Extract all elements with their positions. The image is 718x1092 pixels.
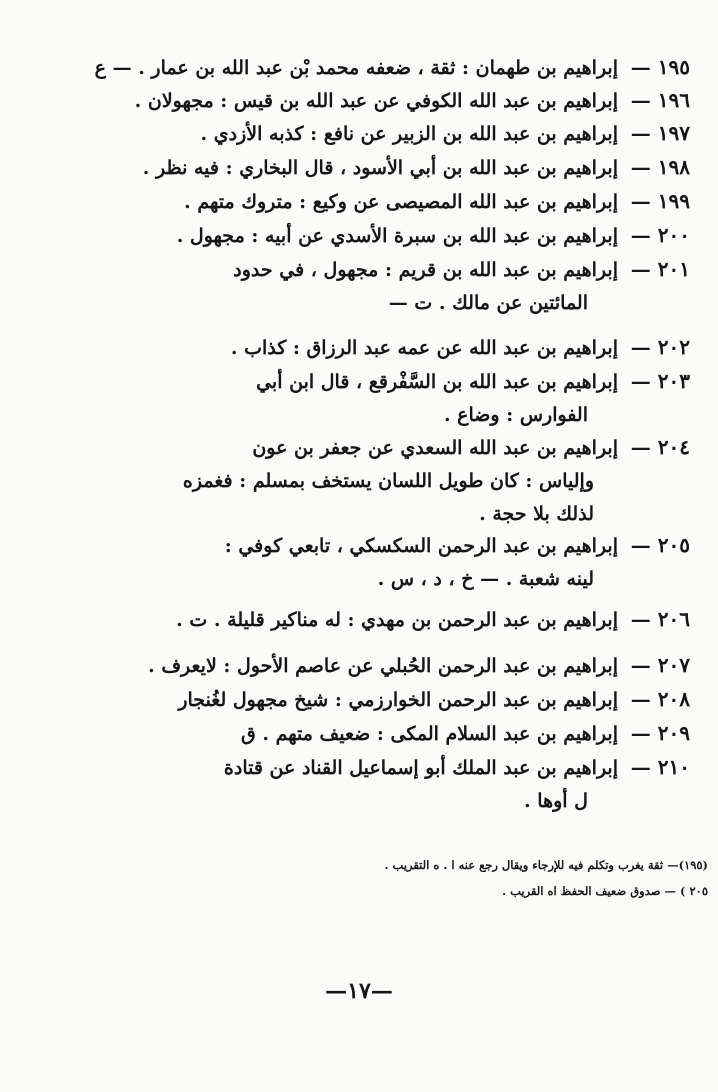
entry-line: إبراهيم بن عبد السلام المكى : ضعيف متهم . ق bbox=[241, 723, 618, 745]
entry bbox=[14, 254, 690, 320]
entry bbox=[14, 604, 690, 637]
entry-text bbox=[14, 220, 690, 253]
entry-number: ٢٠٤ — bbox=[630, 435, 690, 459]
entry-line: الفوارس : وضاع . bbox=[443, 404, 588, 426]
entry-text bbox=[14, 186, 690, 219]
entry bbox=[14, 752, 690, 818]
entry bbox=[14, 152, 690, 185]
entry-line: إبراهيم بن عبد الرحمن بن مهدي : له مناكير قليلة . ت . bbox=[176, 609, 618, 631]
entry-line: إبراهيم بن طهمان : ثقة ، ضعفه محمد بْن عبد الله بن عمار . — ع bbox=[94, 57, 618, 79]
entry-line: لينه شعبة . — خ ، د ، س . bbox=[377, 568, 594, 590]
entry-line: إبراهيم بن عبد الله بن الزبير عن نافع : كذبه الأزدي . bbox=[200, 123, 618, 145]
entry-text bbox=[14, 604, 690, 637]
entry-line: إبراهيم بن عبد الرحمن الحُبلي عن عاصم الأحول : لايعرف . bbox=[148, 655, 618, 677]
entry-text bbox=[14, 530, 690, 596]
entry-text bbox=[14, 684, 690, 717]
entry-line: ل أوها . bbox=[524, 790, 588, 812]
footnotes bbox=[8, 852, 708, 904]
entry-text bbox=[14, 152, 690, 185]
entry bbox=[14, 186, 690, 219]
entry-number: ٢٠٨ — bbox=[630, 687, 690, 711]
entry bbox=[14, 52, 690, 85]
entry bbox=[14, 650, 690, 683]
footnote-195: (١٩٥)— ثقة يغرب وتكلم فيه للإرجاء ويقال رجع عنه ا . ه التقريب . bbox=[384, 858, 708, 872]
entry-number: ٢٠٦ — bbox=[630, 607, 690, 631]
page-number: —١٧— bbox=[325, 978, 393, 1004]
entry-text bbox=[14, 332, 690, 365]
entry-number: ٢٠٣ — bbox=[630, 369, 690, 393]
entry-number: ٢٠٧ — bbox=[630, 653, 690, 677]
entry-text bbox=[14, 650, 690, 683]
entry-text bbox=[14, 85, 690, 118]
entry bbox=[14, 366, 690, 432]
entry-number: ٢٠٩ — bbox=[630, 721, 690, 745]
entry bbox=[14, 432, 690, 531]
entry-number: ١٩٦ — bbox=[630, 88, 690, 112]
entry-number: ٢٠٠ — bbox=[630, 223, 690, 247]
entry bbox=[14, 118, 690, 151]
entry-number: ١٩٧ — bbox=[630, 121, 690, 145]
entry bbox=[14, 684, 690, 717]
entry-line: إبراهيم بن عبد الله المصيصى عن وكيع : متروك متهم . bbox=[184, 191, 618, 213]
entry-line: إبراهيم بن عبد الله بن قريم : مجهول ، في حدود bbox=[233, 259, 618, 281]
entry-text bbox=[14, 366, 690, 432]
entry-line: إبراهيم بن عبد الله الكوفي عن عبد الله بن قيس : مجهولان . bbox=[134, 90, 618, 112]
entry bbox=[14, 85, 690, 118]
entry bbox=[14, 332, 690, 365]
entry-number: ٢٠٥ — bbox=[630, 533, 690, 557]
entry-line: إبراهيم بن عبد الملك أبو إسماعيل القناد عن قتادة bbox=[223, 757, 618, 779]
entry-line: إبراهيم بن عبد الله بن السَّفْرقع ، قال ابن أبي bbox=[256, 371, 618, 393]
entry-line: إبراهيم بن عبد الله بن أبي الأسود ، قال البخاري : فيه نظر . bbox=[142, 157, 618, 179]
entry-line: المائتين عن مالك . ت — bbox=[388, 292, 588, 314]
entry-number: ١٩٨ — bbox=[630, 155, 690, 179]
entry bbox=[14, 718, 690, 751]
entry-line: إبراهيم بن عبد الله السعدي عن جعفر بن عون bbox=[252, 437, 618, 459]
entry-number: ٢٠١ — bbox=[630, 257, 690, 281]
entry-line: وإلياس : كان طويل اللسان يستخف بمسلم : فغمزه bbox=[182, 470, 594, 492]
entry-text bbox=[14, 432, 690, 531]
entry bbox=[14, 530, 690, 596]
entry-number: ١٩٥ — bbox=[630, 55, 690, 79]
entry-text bbox=[14, 52, 690, 85]
entry-text bbox=[14, 118, 690, 151]
entry-line: إبراهيم بن عبد الله عن عمه عبد الرزاق : كذاب . bbox=[230, 337, 618, 359]
entry-line: إبراهيم بن عبد الله بن سبرة الأسدي عن أبيه : مجهول . bbox=[176, 225, 618, 247]
entry-line: إبراهيم بن عبد الرحمن السكسكي ، تابعي كوفي : bbox=[224, 535, 618, 557]
entry bbox=[14, 220, 690, 253]
footnote-205: ٢٠٥ ) — صدوق ضعيف الحفظ اه القريب . bbox=[502, 884, 708, 898]
entry-line: إبراهيم بن عبد الرحمن الخوارزمي : شيخ مجهول لغُنجار bbox=[178, 689, 618, 711]
entry-number: ٢١٠ — bbox=[630, 755, 690, 779]
entry-number: ١٩٩ — bbox=[630, 189, 690, 213]
entry-number: ٢٠٢ — bbox=[630, 335, 690, 359]
entry-line: لذلك بلا حجة . bbox=[479, 503, 594, 525]
entry-text bbox=[14, 254, 690, 320]
entry-text bbox=[14, 752, 690, 818]
entry-text bbox=[14, 718, 690, 751]
